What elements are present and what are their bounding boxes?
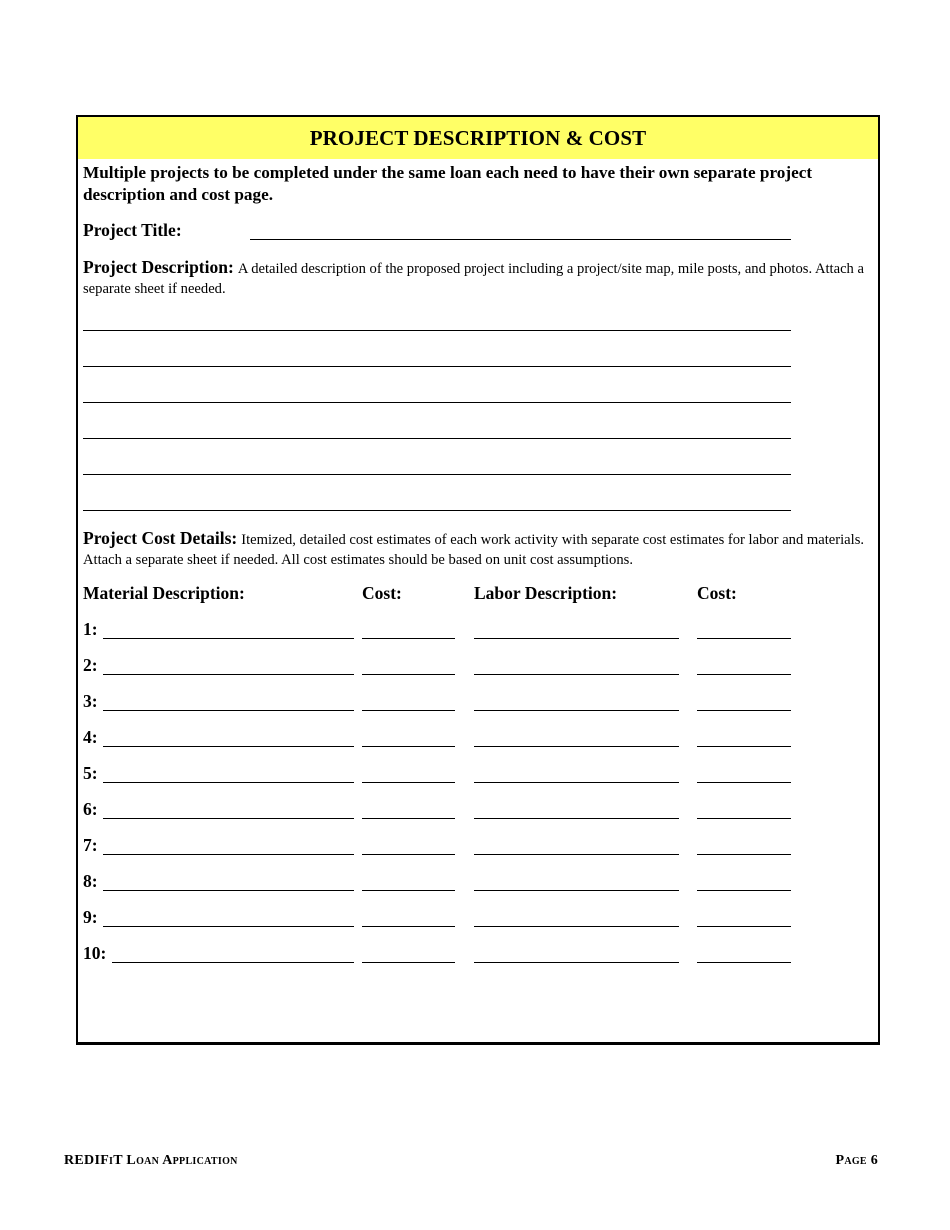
row-number: 5: [83, 763, 98, 783]
labor-description-field[interactable] [474, 638, 679, 639]
description-line[interactable] [83, 366, 791, 367]
material-description-field[interactable] [103, 710, 354, 711]
labor-description-field[interactable] [474, 962, 679, 963]
material-description-field[interactable] [103, 890, 354, 891]
material-cost-field[interactable] [362, 854, 455, 855]
labor-description-field[interactable] [474, 818, 679, 819]
material-cost-field[interactable] [362, 962, 455, 963]
labor-cost-field[interactable] [697, 890, 791, 891]
material-description-field[interactable] [103, 638, 354, 639]
cost-details-heading: Project Cost Details: [83, 528, 238, 548]
row-number: 2: [83, 655, 98, 675]
labor-cost-field[interactable] [697, 638, 791, 639]
material-cost-field[interactable] [362, 638, 455, 639]
project-description-text: A detailed description of the proposed project including a project/site map, mile posts, and photos. Attach a separate sheet if needed. [83, 261, 864, 297]
row-number: 3: [83, 691, 98, 711]
description-line[interactable] [83, 510, 791, 511]
material-cost-field[interactable] [362, 890, 455, 891]
row-number: 10: [83, 943, 107, 963]
labor-cost-field[interactable] [697, 674, 791, 675]
description-line[interactable] [83, 438, 791, 439]
material-description-field[interactable] [103, 782, 354, 783]
row-number: 6: [83, 799, 98, 819]
labor-description-field[interactable] [474, 674, 679, 675]
labor-cost-field[interactable] [697, 746, 791, 747]
labor-description-field[interactable] [474, 710, 679, 711]
form-intro: Multiple projects to be completed under the same loan each need to have their own separate project description and cost page. [83, 163, 813, 204]
material-cost-field[interactable] [362, 710, 455, 711]
cost-details-text: Itemized, detailed cost estimates of each work activity with separate cost estimates for labor and materials. Attach a separate sheet if needed. All cost estimates should be based on unit cost assumptions. [83, 532, 865, 568]
project-description-heading: Project Description: [83, 257, 234, 277]
description-line[interactable] [83, 330, 791, 331]
labor-cost-field[interactable] [697, 710, 791, 711]
labor-cost-field[interactable] [697, 818, 791, 819]
project-description [83, 257, 873, 299]
labor-description-header: Labor Description: [474, 583, 618, 603]
labor-description-field[interactable] [474, 746, 679, 747]
footer-page-number: Page 6 [835, 1153, 878, 1168]
material-description-field[interactable] [112, 962, 354, 963]
project-title-field[interactable] [250, 239, 791, 240]
material-cost-field[interactable] [362, 746, 455, 747]
material-description-header: Material Description: [83, 583, 245, 603]
row-number: 4: [83, 727, 98, 747]
footer-app-name: REDIFiT Loan Application [64, 1153, 238, 1168]
material-description-field[interactable] [103, 854, 354, 855]
row-number: 9: [83, 907, 98, 927]
labor-cost-field[interactable] [697, 962, 791, 963]
row-number: 7: [83, 835, 98, 855]
description-line[interactable] [83, 402, 791, 403]
row-number: 1: [83, 619, 98, 639]
material-cost-header: Cost: [362, 583, 402, 603]
material-description-field[interactable] [103, 818, 354, 819]
labor-description-field[interactable] [474, 926, 679, 927]
material-cost-field[interactable] [362, 926, 455, 927]
description-line[interactable] [83, 474, 791, 475]
material-description-field[interactable] [103, 746, 354, 747]
labor-description-field[interactable] [474, 854, 679, 855]
labor-description-field[interactable] [474, 782, 679, 783]
material-cost-field[interactable] [362, 818, 455, 819]
material-cost-field[interactable] [362, 782, 455, 783]
form-title: PROJECT DESCRIPTION & COST [78, 117, 878, 159]
row-number: 8: [83, 871, 98, 891]
material-description-field[interactable] [103, 926, 354, 927]
material-cost-field[interactable] [362, 674, 455, 675]
labor-cost-field[interactable] [697, 782, 791, 783]
material-description-field[interactable] [103, 674, 354, 675]
project-cost-details [83, 528, 873, 570]
labor-cost-header: Cost: [697, 583, 737, 603]
labor-cost-field[interactable] [697, 854, 791, 855]
project-title-label: Project Title: [83, 220, 182, 240]
project-form [76, 115, 880, 1045]
labor-cost-field[interactable] [697, 926, 791, 927]
labor-description-field[interactable] [474, 890, 679, 891]
